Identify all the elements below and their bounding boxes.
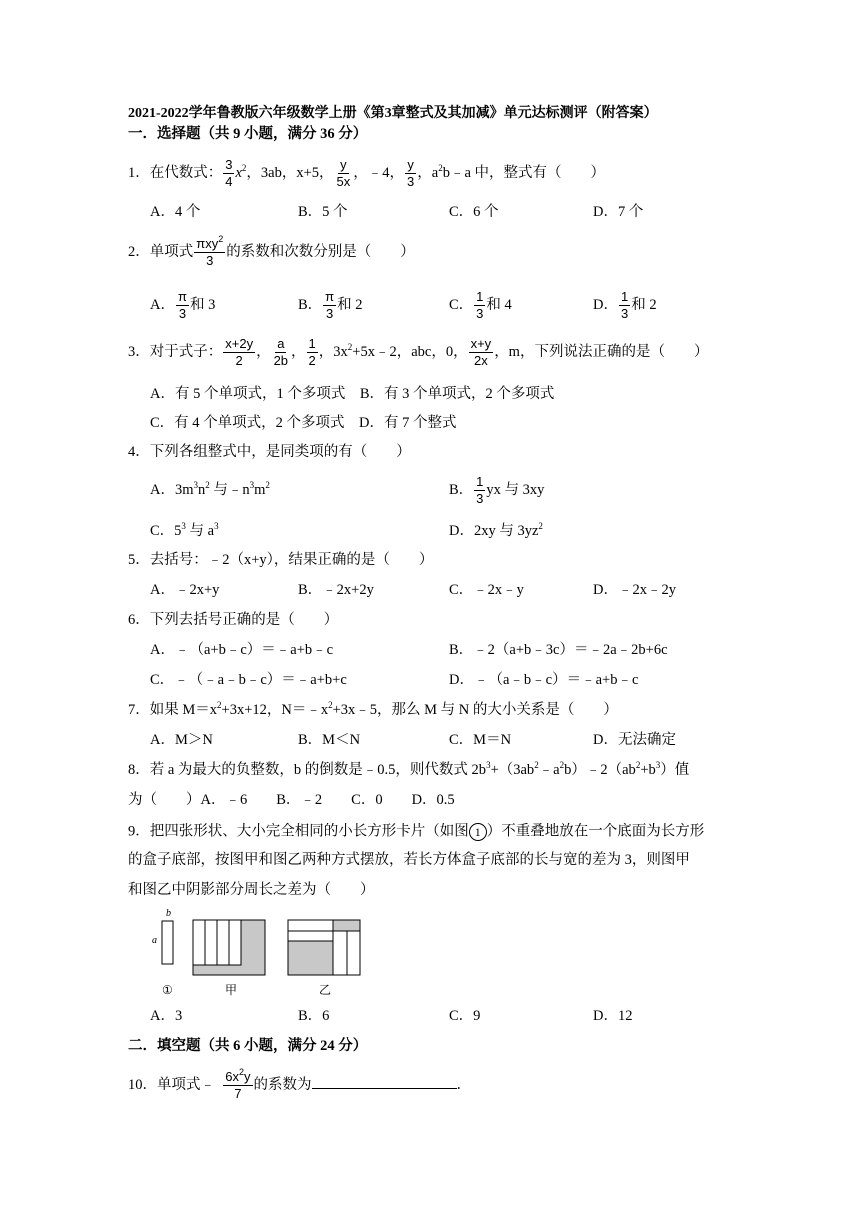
option-d[interactable]: D．无法确定	[593, 732, 676, 748]
question-8-stem: 8．若 a 为最大的负整数，b 的倒数是﹣0.5，则代数式 $2b^3+(3ab^2﹣a^2b)﹣2(ab^2+b^3)$值	[128, 760, 690, 778]
option-a[interactable]: A．M＞N	[150, 732, 213, 748]
question-7-stem: 7．如果 $M=x^2+3x+12$，$N=﹣x^2+3x﹣5$，那么 M 与 N 的大小关系是（ ）	[128, 700, 618, 718]
fraction: $\frac{y}{3}$	[407, 157, 415, 190]
option-a[interactable]: A．4 个	[150, 204, 201, 220]
fraction: $\frac{\pi xy^2}{3}$	[196, 234, 224, 269]
option-b[interactable]: B．5 个	[298, 204, 348, 220]
option-c[interactable]: C．$5^3$ 与 $a^3$	[150, 521, 219, 539]
option-b[interactable]: B．M＜N	[298, 732, 361, 748]
option-a[interactable]: A． $\frac{\pi}{3}$ 和 3	[150, 289, 216, 322]
fraction: $\frac{6x^2y}{7}$	[225, 1067, 251, 1102]
option-d[interactable]: D．2xy 与 $3yz^2$	[449, 521, 543, 539]
option-c[interactable]: C．6 个	[449, 204, 499, 220]
section-heading: 二．填空题（共 6 小题，满分 24 分）	[128, 1038, 368, 1054]
option-c[interactable]: C．9	[449, 1008, 481, 1024]
question-4-stem: 4．下列各组整式中，是同类项的有（ ）	[128, 444, 411, 460]
option-a[interactable]: A．﹣2x+y	[150, 582, 220, 598]
option-d[interactable]: D．﹣2x﹣2y	[593, 582, 676, 598]
option-b[interactable]: B． $\frac{\pi}{3}$ 和 2	[298, 289, 363, 322]
question-5-stem: 5．去括号：﹣2（x+y），结果正确的是（ ）	[128, 552, 434, 568]
page-title: 2021-2022学年鲁教版六年级数学上册《第3章整式及其加减》单元达标测评（附答案）	[128, 106, 658, 121]
option-a[interactable]: A．3	[150, 1008, 183, 1024]
question-1-stem: 1．在代数式： $\frac{3}{4}$ $x^2$，3ab，x+5， $\frac{y}{5x}$ ，﹣4， $\frac{y}{3}$ ，$a^2b﹣a$ 中，整式有（ ）	[128, 157, 606, 190]
option-b[interactable]: B． $\frac{1}{3}$ yx 与 3xy	[449, 474, 545, 507]
card-rectangle	[162, 921, 173, 964]
option-d[interactable]: D．12	[593, 1008, 633, 1024]
figure-caption-jia: 甲	[225, 983, 238, 997]
question-2-stem: 2．单项式 $\frac{\pi xy^2}{3}$ 的系数和次数分别是（ ）	[128, 234, 415, 269]
fraction: $\frac{y}{5x}$	[336, 157, 351, 190]
section-heading: 一．选择题（共 9 小题，满分 36 分）	[128, 126, 368, 142]
question-9-stem-line2: 的盒子底部，按图甲和图乙两种方式摆放，若长方体盒子底部的长与宽的差为 3，则图甲	[128, 852, 690, 868]
option-b[interactable]: B．﹣2（a+b﹣3c）＝﹣2a﹣2b+6c	[449, 642, 668, 658]
question-3-stem: 3．对于式子： $\frac{x+2y}{2}$ ， $\frac{a}{2b}$ ， $\frac{1}{2}$ ，$3x^2+5x﹣2$，abc，0， $\frac{x+y}{2x}$ ，m，下列说法正确的是（ ）	[128, 336, 709, 369]
question-10-stem: 10．单项式﹣ $\frac{6x^2y}{7}$ 的系数为 ．	[128, 1067, 471, 1102]
options-ab[interactable]: A．有 5 个单项式，1 个多项式 B．有 3 个单项式，2 个多项式	[150, 386, 555, 402]
option-c[interactable]: C．﹣（﹣a﹣b﹣c）＝﹣a+b+c	[150, 672, 347, 688]
option-c[interactable]: C． $\frac{1}{3}$ 和 4	[449, 289, 512, 322]
fraction: $\frac{3}{4}$	[225, 157, 233, 190]
options-cd[interactable]: C．有 4 个单项式，2 个多项式 D．有 7 个整式	[150, 415, 457, 431]
option-b[interactable]: B．6	[298, 1008, 330, 1024]
question-9-stem-line3: 和图乙中阴影部分周长之差为（ ）	[128, 882, 375, 898]
question-8-options[interactable]: 为（ ）A．﹣6 B．﹣2 C．0 D．0.5	[128, 792, 455, 808]
question-6-stem: 6．下列去括号正确的是（ ）	[128, 612, 339, 628]
answer-blank[interactable]	[312, 1076, 457, 1089]
option-d[interactable]: D．﹣（a﹣b﹣c）＝﹣a+b﹣c	[449, 672, 639, 688]
figure-caption-yi: 乙	[319, 983, 332, 997]
option-c[interactable]: C．﹣2x﹣y	[449, 582, 524, 598]
circled-number: 1	[469, 823, 487, 841]
question-9-figure	[145, 905, 385, 995]
option-d[interactable]: D． $\frac{1}{3}$ 和 2	[593, 289, 657, 322]
option-a[interactable]: A．$3m^3n^2$ 与$﹣n^3m^2$	[150, 480, 270, 498]
option-b[interactable]: B．﹣2x+2y	[298, 582, 374, 598]
figure-label-a: a	[152, 935, 157, 946]
figure-label-b: b	[166, 908, 171, 919]
option-c[interactable]: C．M＝N	[449, 732, 512, 748]
option-a[interactable]: A．﹣（a+b﹣c）＝﹣a+b﹣c	[150, 642, 334, 658]
option-d[interactable]: D．7 个	[593, 204, 644, 220]
question-9-stem: 9．把四张形状、大小完全相同的小长方形卡片（如图 1 ）不重叠地放在一个底面为长方形	[128, 823, 705, 840]
figure-caption-1: ①	[162, 983, 173, 997]
